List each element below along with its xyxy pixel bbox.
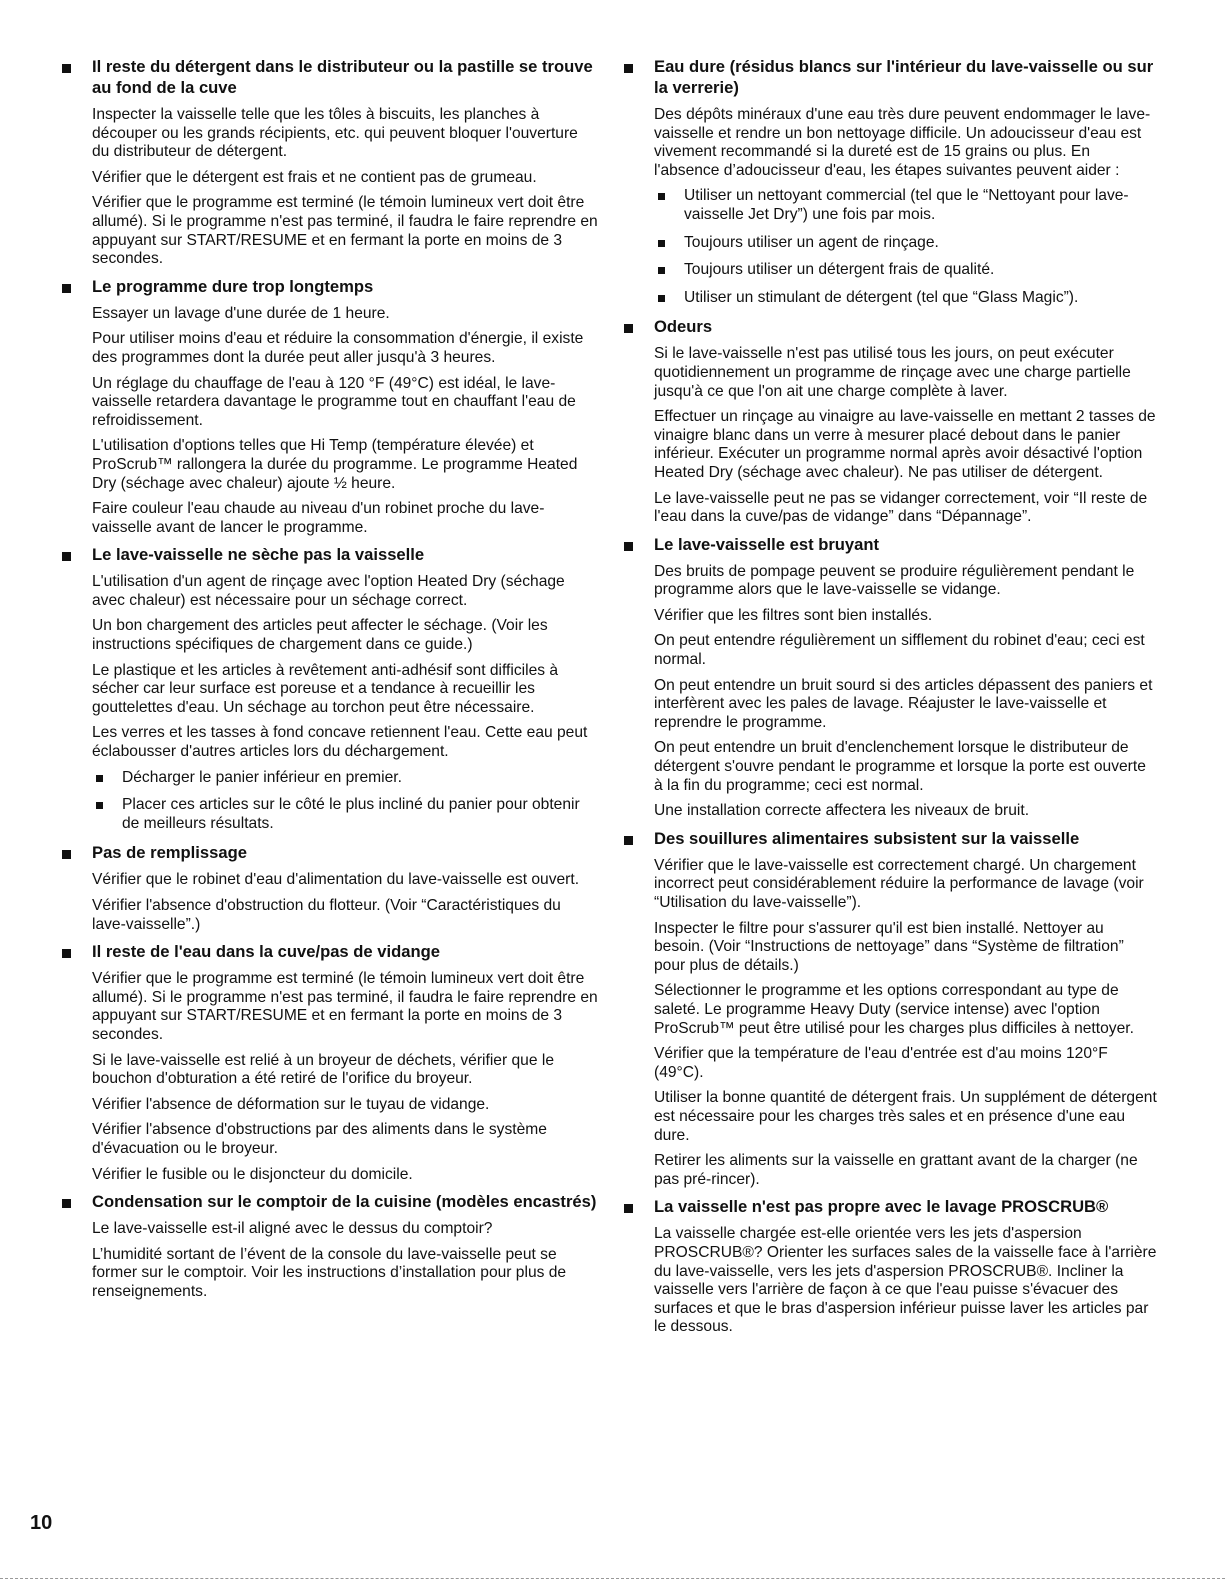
troubleshooting-section: [60, 56, 598, 269]
sub-bullet-text: Placer ces articles sur le côté le plus incliné du panier pour obtenir de meilleurs résultats.: [122, 796, 580, 832]
section-paragraph: Inspecter la vaisselle telle que les tôles à biscuits, les planches à découper ou les grands récipients, etc. qui peuvent bloquer l'ouverture du distributeur de détergent.: [92, 106, 578, 161]
square-bullet-icon: [62, 949, 71, 958]
left-column: [60, 56, 598, 1309]
troubleshooting-section: [622, 1196, 1157, 1337]
square-bullet-icon: [624, 64, 633, 73]
section-heading: Le lave-vaisselle ne sèche pas la vaisselle: [92, 545, 425, 565]
sub-bullet-text: Toujours utiliser un agent de rinçage.: [684, 233, 939, 251]
section-paragraph: On peut entendre régulièrement un sifflement du robinet d'eau; ceci est normal.: [654, 632, 1145, 669]
sub-bullet-item: [654, 289, 1157, 308]
section-paragraph: L'utilisation d'un agent de rinçage avec l'option Heated Dry (séchage avec chaleur) est nécessaire pour un séchage correct.: [92, 573, 565, 609]
square-bullet-icon: [62, 1199, 71, 1208]
section-paragraph: L'utilisation d'options telles que Hi Temp (température élevée) et ProScrub™ rallongera la durée du programme. Le programme Heated Dry (séchage avec chaleur) ajoute ½ heure.: [92, 437, 578, 492]
section-heading: Pas de remplissage: [92, 843, 247, 863]
square-bullet-icon: [624, 324, 633, 333]
section-paragraph: On peut entendre un bruit d'enclenchement lorsque le distributeur de détergent s'ouvre pendant le programme et lorsque la porte est ouverte à la fin du programme; ceci est normal.: [654, 739, 1146, 794]
section-paragraph: Le lave-vaisselle est-il aligné avec le dessus du comptoir?: [92, 1220, 493, 1238]
sub-bullet-text: Toujours utiliser un détergent frais de qualité.: [684, 261, 995, 279]
small-square-bullet-icon: [658, 295, 665, 302]
right-column: [622, 56, 1157, 1344]
small-square-bullet-icon: [658, 240, 665, 247]
square-bullet-icon: [624, 542, 633, 551]
troubleshooting-section: [60, 941, 598, 1184]
section-paragraph: Vérifier que le robinet d'eau d'alimentation du lave-vaisselle est ouvert.: [92, 871, 580, 889]
section-paragraph: Des dépôts minéraux d'une eau très dure peuvent endommager le lave-vaisselle et rendre un bon nettoyage difficile. Un adoucisseur d'eau est vivement recommandé si la dureté est de 15 grains ou plus. En l'absence d’adoucisseur d'eau, les étapes suivantes peuvent aider :: [654, 106, 1151, 179]
square-bullet-icon: [62, 284, 71, 293]
section-paragraph: Vérifier le fusible ou le disjoncteur du domicile.: [92, 1165, 413, 1183]
section-paragraph: Vérifier l'absence de déformation sur le tuyau de vidange.: [92, 1095, 490, 1113]
section-paragraph: Une installation correcte affectera les niveaux de bruit.: [654, 802, 1030, 820]
square-bullet-icon: [624, 836, 633, 845]
section-paragraph: Utiliser la bonne quantité de détergent frais. Un supplément de détergent est nécessaire pour les charges très sales et en présence d'une eau dure.: [654, 1089, 1157, 1144]
sub-bullet-list: [654, 187, 1157, 307]
section-paragraph: Essayer un lavage d'une durée de 1 heure.: [92, 304, 390, 322]
section-heading: La vaisselle n'est pas propre avec le lavage PROSCRUB®: [654, 1197, 1109, 1217]
section-paragraph: Si le lave-vaisselle n'est pas utilisé tous les jours, on peut exécuter quotidiennement un programme de rinçage avec une charge partielle jusqu'à ce que l'on ait une charge complète à laver.: [654, 345, 1131, 400]
troubleshooting-section: [622, 56, 1157, 307]
sub-bullet-item: [654, 234, 1157, 253]
section-paragraph: Vérifier l'absence d'obstruction du flotteur. (Voir “Caractéristiques du lave-vaisselle”.): [92, 897, 561, 933]
small-square-bullet-icon: [96, 802, 103, 809]
section-paragraph: On peut entendre un bruit sourd si des articles dépassent des paniers et interfèrent avec les pales de lavage. Réajuster le lave-vaisselle et reprendre le programme.: [654, 676, 1153, 731]
section-heading: Il reste du détergent dans le distributeur ou la pastille se trouve au fond de la cuve: [92, 57, 593, 97]
section-heading: Il reste de l'eau dans la cuve/pas de vidange: [92, 942, 440, 962]
section-paragraph: Vérifier que le détergent est frais et ne contient pas de grumeau.: [92, 168, 537, 186]
section-paragraph: Effectuer un rinçage au vinaigre au lave-vaisselle en mettant 2 tasses de vinaigre blanc dans un verre à mesurer placé debout dans le panier inférieur. Exécuter un programme normal après avoir désactivé l'option Heated Dry (séchage avec chaleur). Ne pas utiliser de détergent.: [654, 408, 1156, 481]
square-bullet-icon: [62, 850, 71, 859]
section-paragraph: Vérifier que les filtres sont bien installés.: [654, 606, 933, 624]
sub-bullet-item: [654, 261, 1157, 280]
section-paragraph: L’humidité sortant de l’évent de la console du lave-vaisselle peut se former sur le comptoir. Voir les instructions d’installation pour plus de renseignements.: [92, 1245, 567, 1300]
section-paragraph: Des bruits de pompage peuvent se produire régulièrement pendant le programme alors que le lave-vaisselle se vidange.: [654, 562, 1135, 599]
small-square-bullet-icon: [96, 775, 103, 782]
section-paragraph: Vérifier que le lave-vaisselle est correctement chargé. Un chargement incorrect peut considérablement réduire la performance de lavage (voir “Utilisation du lave-vaisselle”).: [654, 856, 1144, 911]
troubleshooting-section: [60, 1191, 598, 1301]
troubleshooting-section: [60, 544, 598, 833]
section-paragraph: Un réglage du chauffage de l'eau à 120 °F (49°C) est idéal, le lave-vaisselle retardera davantage le programme tout en chauffant l'eau de refroidissement.: [92, 374, 576, 429]
section-paragraph: Vérifier que la température de l'eau d'entrée est d'au moins 120°F (49°C).: [654, 1045, 1108, 1081]
section-paragraph: Vérifier que le programme est terminé (le témoin lumineux vert doit être allumé). Si le programme n'est pas terminé, il faudra le faire reprendre en appuyant sur START/RESUME et en fermant la porte en moins de 3 secondes.: [92, 194, 598, 268]
section-paragraph: Le lave-vaisselle peut ne pas se vidanger correctement, voir “Il reste de l'eau dans la cuve/pas de vidange” dans “Dépannage”.: [654, 489, 1148, 526]
section-heading: Le programme dure trop longtemps: [92, 276, 374, 296]
page-number: 10: [30, 1512, 53, 1534]
section-heading: Condensation sur le comptoir de la cuisine (modèles encastrés): [92, 1192, 597, 1212]
section-paragraph: La vaisselle chargée est-elle orientée vers les jets d'aspersion PROSCRUB®? Orienter les surfaces sales de la vaisselle face à l'arrière du lave-vaisselle, vers les jets d'aspersion PROSCRUB®. Incliner la vaisselle vers l'arrière de façon à ce que l'eau puisse s'évacuer des surfaces et que le bras d'aspersion inférieur puisse laver les articles par le dessous.: [654, 1225, 1157, 1336]
square-bullet-icon: [624, 1204, 633, 1213]
sub-bullet-text: Décharger le panier inférieur en premier.: [122, 768, 402, 786]
sub-bullet-item: [92, 796, 598, 833]
section-paragraph: Pour utiliser moins d'eau et réduire la consommation d'énergie, il existe des programmes dont la durée peut aller jusqu'à 3 heures.: [92, 330, 584, 366]
section-paragraph: Sélectionner le programme et les options correspondant au type de saleté. Le programme Heavy Duty (service intense) avec l'option ProScrub™ peut être utilisé pour les charges plus difficiles à nettoyer.: [654, 982, 1134, 1037]
section-paragraph: Les verres et les tasses à fond concave retiennent l'eau. Cette eau peut éclabousser d'autres articles lors du déchargement.: [92, 724, 588, 761]
sub-bullet-list: [92, 769, 598, 834]
square-bullet-icon: [62, 64, 71, 73]
small-square-bullet-icon: [658, 193, 665, 200]
small-square-bullet-icon: [658, 267, 665, 274]
sub-bullet-text: Utiliser un nettoyant commercial (tel que le “Nettoyant pour lave-vaisselle Jet Dry”) une fois par mois.: [684, 187, 1129, 223]
troubleshooting-section: [60, 842, 598, 934]
troubleshooting-section: [622, 316, 1157, 526]
section-paragraph: Faire couleur l'eau chaude au niveau d'un robinet proche du lave-vaisselle avant de lancer le programme.: [92, 500, 545, 536]
sub-bullet-item: [654, 187, 1157, 224]
troubleshooting-section: [60, 276, 598, 538]
section-paragraph: Si le lave-vaisselle est relié à un broyeur de déchets, vérifier que le bouchon d'obturation a été retiré de l'orifice du broyeur.: [92, 1051, 554, 1088]
troubleshooting-section: [622, 534, 1157, 821]
section-paragraph: Le plastique et les articles à revêtement anti-adhésif sont difficiles à sécher car leur surface est poreuse et a tendance à recueillir les gouttelettes d'eau. Un séchage au torchon peut être nécessaire.: [92, 661, 559, 716]
sub-bullet-item: [92, 769, 598, 788]
section-heading: Odeurs: [654, 317, 713, 337]
troubleshooting-section: [622, 828, 1157, 1190]
sub-bullet-text: Utiliser un stimulant de détergent (tel que “Glass Magic”).: [684, 288, 1079, 306]
section-heading: Des souillures alimentaires subsistent sur la vaisselle: [654, 828, 1080, 848]
section-paragraph: Un bon chargement des articles peut affecter le séchage. (Voir les instructions spécifiques de chargement dans ce guide.): [92, 617, 548, 654]
section-paragraph: Vérifier l'absence d'obstructions par des aliments dans le système d'évacuation ou le broyeur.: [92, 1121, 547, 1157]
section-heading: Eau dure (résidus blancs sur l'intérieur du lave-vaisselle ou sur la verrerie): [654, 57, 1154, 97]
square-bullet-icon: [62, 552, 71, 561]
section-paragraph: Vérifier que le programme est terminé (le témoin lumineux vert doit être allumé). Si le programme n'est pas terminé, il faudra le faire reprendre en appuyant sur START/RESUME et en fermant la porte en moins de 3 secondes.: [92, 970, 598, 1043]
section-heading: Le lave-vaisselle est bruyant: [654, 534, 880, 554]
section-paragraph: Retirer les aliments sur la vaisselle en grattant avant de la charger (ne pas pré-rincer).: [654, 1152, 1138, 1188]
page-bottom-rule: [0, 1578, 1225, 1579]
section-paragraph: Inspecter le filtre pour s'assurer qu'il est bien installé. Nettoyer au besoin. (Voir “Instructions de nettoyage” dans “Système de filtration” pour plus de détails.): [654, 919, 1124, 974]
